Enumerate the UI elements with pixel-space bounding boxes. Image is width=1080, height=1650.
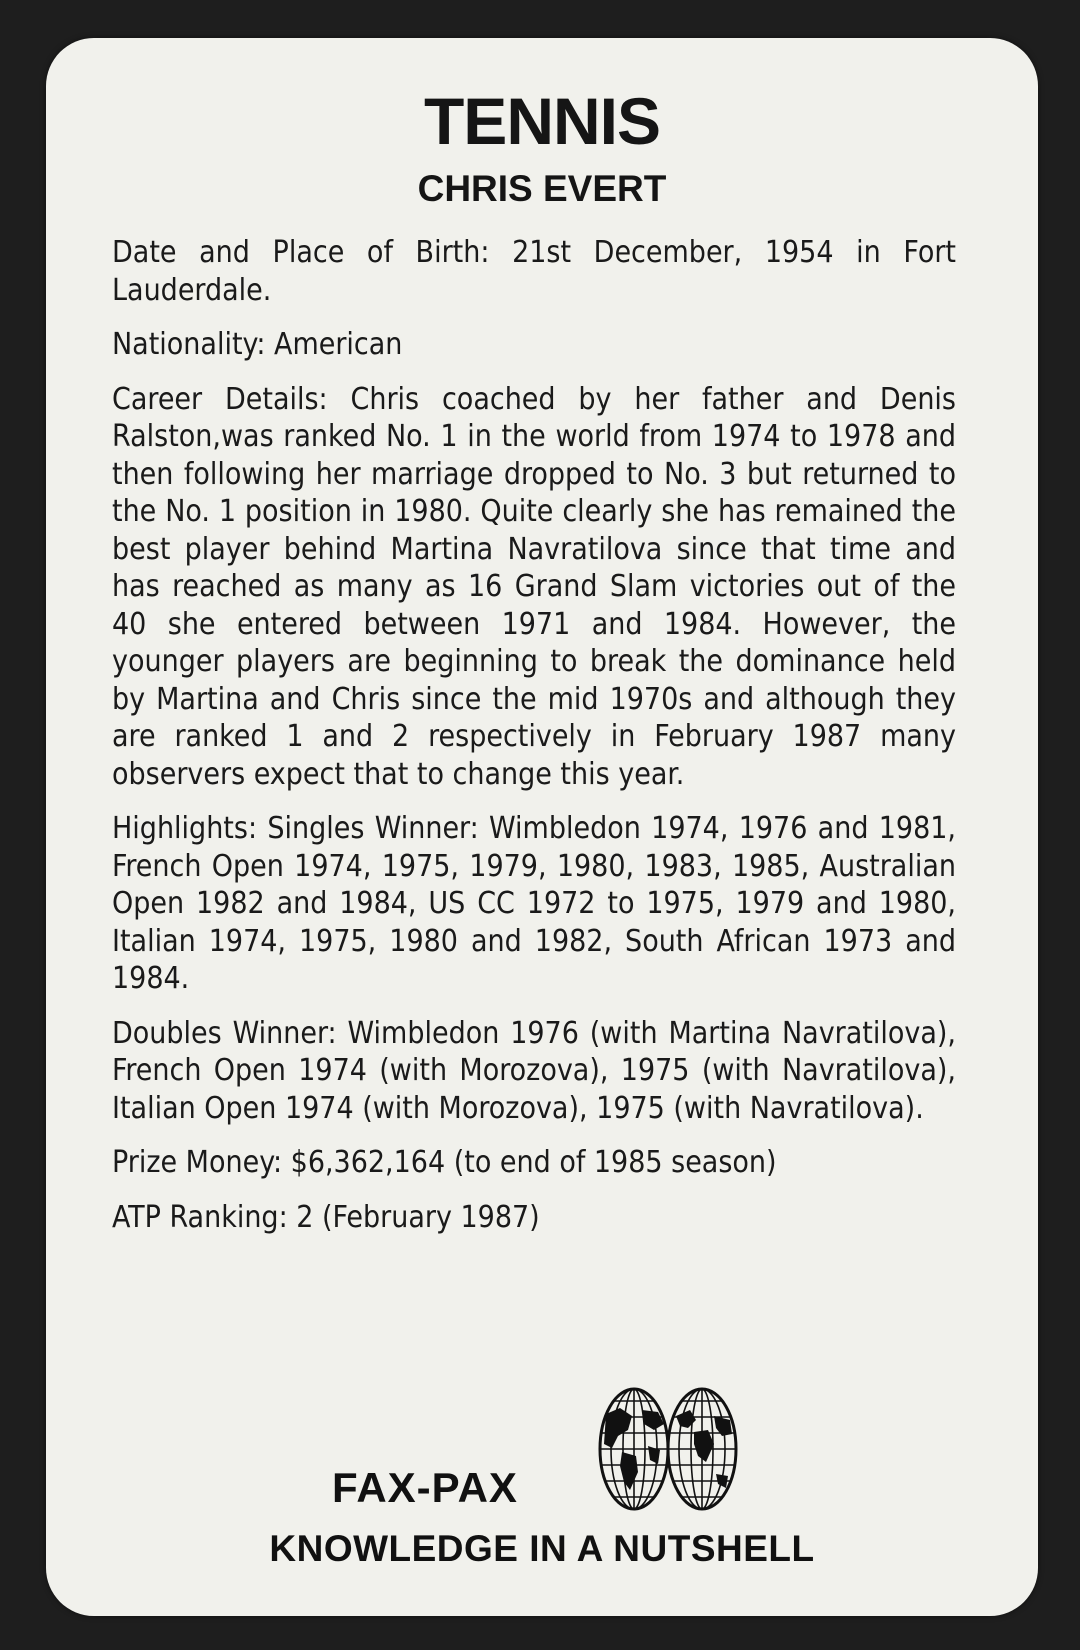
- card-content: [112, 234, 956, 1253]
- trivia-card: [46, 38, 1038, 1616]
- nationality-paragraph: Nationality: American: [112, 327, 403, 362]
- prize-money-paragraph: Prize Money: $6,362,164 (to end of 1985 season): [112, 1145, 777, 1180]
- atp-ranking-paragraph: ATP Ranking: 2 (February 1987): [112, 1199, 540, 1235]
- twin-globes-icon: [598, 1386, 738, 1512]
- brand-name: FAX-PAX: [332, 1464, 518, 1511]
- birth-paragraph: Date and Place of Birth: 21st December, 1954 in Fort Lauderdale.: [112, 235, 956, 308]
- highlights-paragraph: Highlights: Singles Winner: Wimbledon 1974, 1976 and 1981, French Open 1974, 1975, 1979, 1980, 1983, 1985, Australian Open 1982 and 1984, US CC 1972 to 1975, 1979 and 1980, Italian 1974, 1975, 1980 and 1982, South African 1973 and 1984.: [112, 811, 956, 996]
- card-subtitle: CHRIS EVERT: [417, 168, 667, 209]
- brand-tagline: KNOWLEDGE IN A NUTSHELL: [269, 1528, 815, 1569]
- brand-logo-area: [46, 1386, 1038, 1586]
- career-paragraph: Career Details: Chris coached by her father and Denis Ralston,was ranked No. 1 in the world from 1974 to 1978 and then following her marriage dropped to No. 3 but returned to the No. 1 position in 1980. Quite clearly she has remained the best player behind Martina Navratilova since that time and has reached as many as 16 Grand Slam victories out of the 40 she entered between 1971 and 1984. However, the younger players are beginning to break the dominance held by Martina and Chris since the mid 1970s and although they are ranked 1 and 2 respectively in February 1987 many observers expect that to change this year.: [112, 381, 956, 792]
- doubles-paragraph: Doubles Winner: Wimbledon 1976 (with Martina Navratilova), French Open 1974 (with Morozova), 1975 (with Navratilova), Italian Open 1974 (with Morozova), 1975 (with Navratilova).: [112, 1015, 956, 1126]
- card-title: TENNIS: [423, 84, 661, 158]
